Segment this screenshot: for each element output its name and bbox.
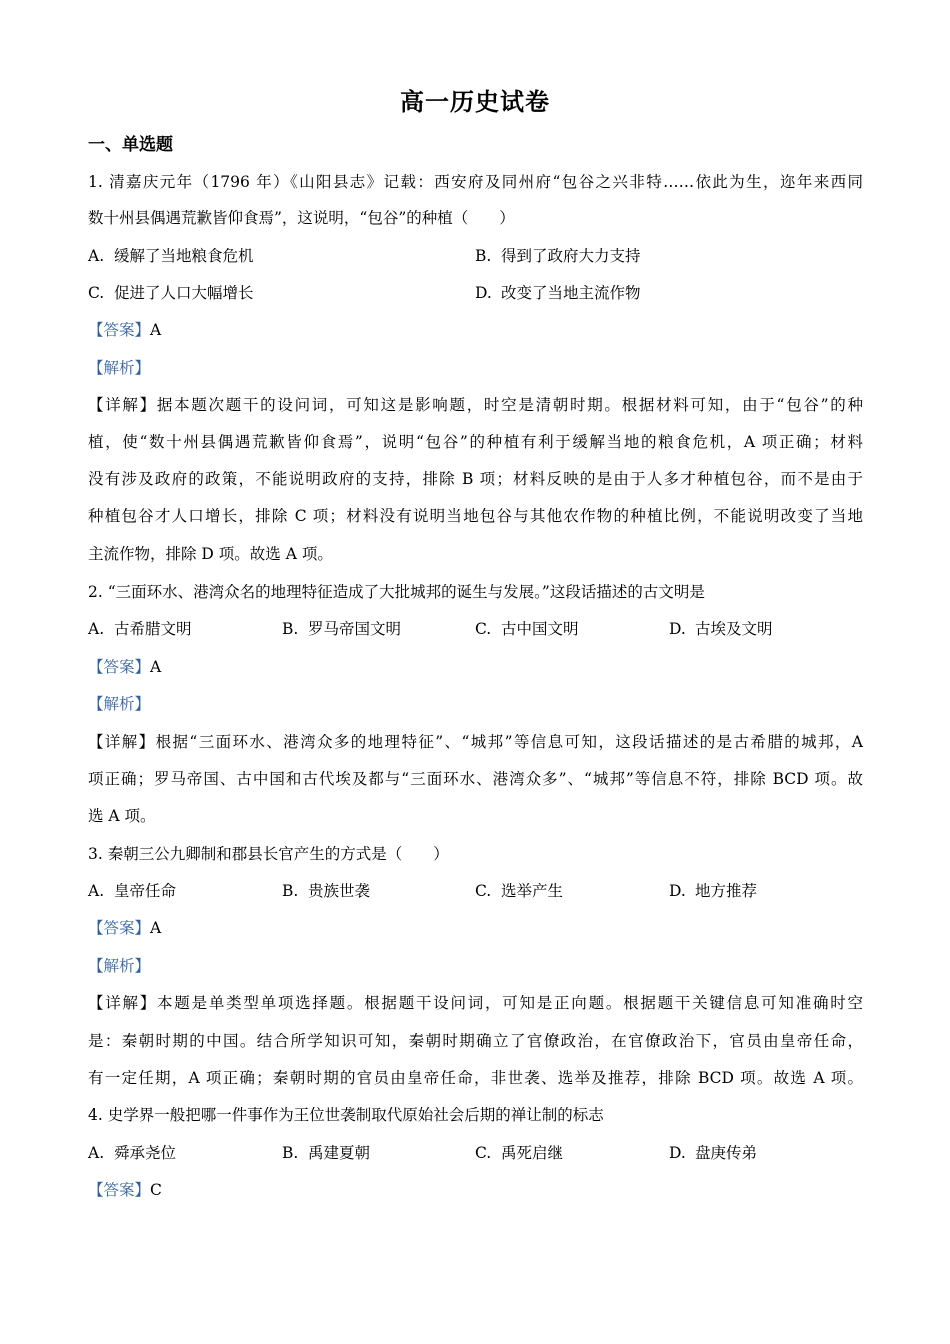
q1-option-a: A. 缓解了当地粮食危机 [88,247,254,265]
q1-detail-line-1: 【详解】据本题次题干的设问词，可知这是影响题，时空是清朝时期。根据材料可知，由于“包谷”的种 [88,396,863,414]
analysis-label: 【解析】 [88,957,151,975]
q4-option-c: C. 禹死启继 [475,1144,564,1162]
q4-stem: 4. 史学界一般把哪一件事作为王位世袭制取代原始社会后期的禅让制的标志 [88,1106,604,1124]
q3-option-a: A. 皇帝任命 [88,882,177,900]
q3-detail-line-2: 是：秦朝时期的中国。结合所学知识可知，秦朝时期确立了官僚政治，在官僚政治下，官员由皇帝任命， [88,1032,863,1050]
analysis-label: 【解析】 [88,359,151,377]
q2-analysis [88,692,150,714]
q4-option-a: A. 舜承尧位 [88,1144,177,1162]
q2-detail-line-3: 选 A 项。 [88,807,156,825]
q1-analysis [88,356,150,378]
q1-option-b: B. 得到了政府大力支持 [475,247,641,265]
q1-option-d: D. 改变了当地主流作物 [475,284,641,302]
section-heading: 一、单选题 [88,135,173,155]
q1-detail-line-5: 主流作物，排除 D 项。故选 A 项。 [88,545,333,563]
answer-label: 【答案】 [88,1181,151,1199]
q2-option-c: C. 古中国文明 [475,620,579,638]
answer-label: 【答案】 [88,658,151,676]
q1-detail-line-3: 没有涉及政府的政策，不能说明政府的支持，排除 B 项；材料反映的是由于人多才种植包谷，而不是由于 [88,470,863,488]
q3-option-c: C. 选举产生 [475,882,564,900]
detail-label: 【详解】 [88,994,158,1012]
q3-detail-line-1: 【详解】本题是单类型单项选择题。根据题干设问词，可知是正向题。根据题干关键信息可知准确时空 [88,994,863,1012]
q4-option-b: B. 禹建夏朝 [282,1144,371,1162]
page-title: 高一历史试卷 [400,87,550,116]
q3-answer: 【答案】A [88,919,162,937]
q1-stem-line-2: 数十州县偶遇荒歉皆仰食焉”，这说明，“包谷”的种植（ ） [88,209,515,227]
q1-option-c: C. 促进了人口大幅增长 [88,284,254,302]
q2-option-b: B. 罗马帝国文明 [282,620,402,638]
q1-answer: 【答案】A [88,321,162,339]
q4-answer: 【答案】C [88,1181,162,1199]
answer-label: 【答案】 [88,321,151,339]
q2-detail-line-1: 【详解】根据“三面环水、港湾众多的地理特征”、“城邦”等信息可知，这段话描述的是古希腊的城邦，A [88,733,863,751]
detail-label: 【详解】 [88,733,156,751]
q1-stem-line-1: 1. 清嘉庆元年（1796 年）《山阳县志》记载：西安府及同州府“包谷之兴非特……依此为生，迩年来西同 [88,173,863,191]
q3-stem: 3. 秦朝三公九卿制和郡县长官产生的方式是（ ） [88,845,449,863]
q4-option-d: D. 盘庚传弟 [669,1144,758,1162]
answer-label: 【答案】 [88,919,151,937]
q3-option-d: D. 地方推荐 [669,882,758,900]
q2-stem: 2. “三面环水、港湾众名的地理特征造成了大批城邦的诞生与发展。”这段话描述的古文明是 [88,583,705,601]
q2-detail-line-2: 项正确；罗马帝国、古中国和古代埃及都与“三面环水、港湾众多”、“城邦”等信息不符，排除 BCD 项。故 [88,770,863,788]
q3-option-b: B. 贵族世袭 [282,882,371,900]
analysis-label: 【解析】 [88,695,151,713]
q1-detail-line-2: 植，使“数十州县偶遇荒歉皆仰食焉”，说明“包谷”的种植有利于缓解当地的粮食危机，A 项正确；材料 [88,433,863,451]
q3-detail-line-3: 有一定任期，A 项正确；秦朝时期的官员由皇帝任命，非世袭、选举及推荐，排除 BCD 项。故选 A 项。 [88,1069,863,1087]
detail-label: 【详解】 [88,396,157,414]
q2-option-a: A. 古希腊文明 [88,620,192,638]
q1-detail-line-4: 种植包谷才人口增长，排除 C 项；材料没有说明当地包谷与其他农作物的种植比例，不能说明改变了当地 [88,507,863,525]
q2-option-d: D. 古埃及文明 [669,620,773,638]
q2-answer: 【答案】A [88,658,162,676]
q3-analysis [88,954,150,976]
